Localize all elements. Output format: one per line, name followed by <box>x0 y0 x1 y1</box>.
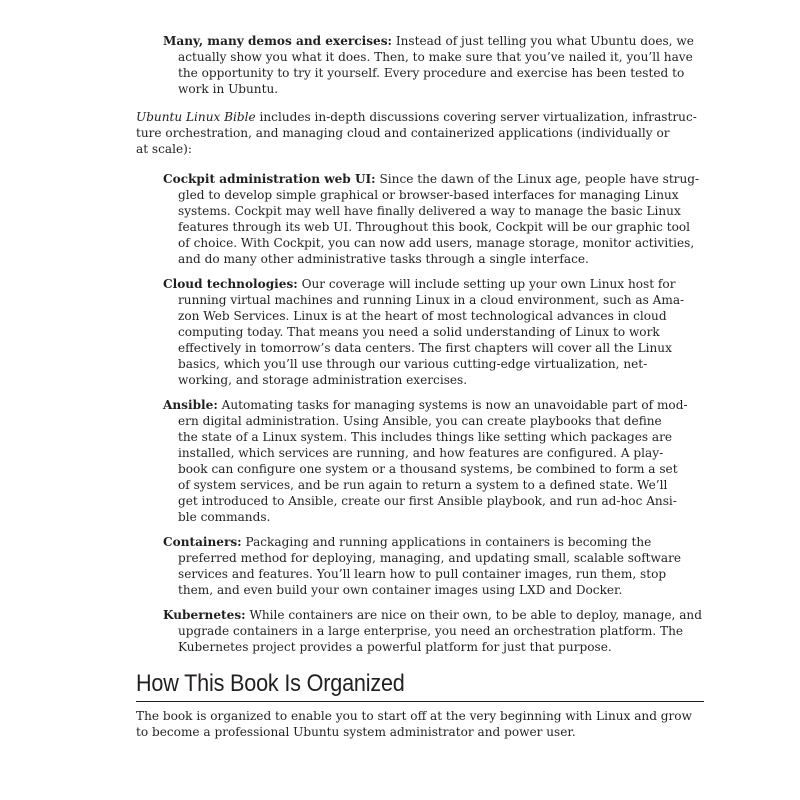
entry-line: computing today. That means you need a solid understanding of Linux to work <box>178 325 660 339</box>
entry-line <box>136 607 706 623</box>
intro-line: ture orchestration, and managing cloud and containerized applications (individually or <box>136 126 670 140</box>
entry-term: Many, many demos and exercises: <box>163 34 393 48</box>
entry-text: While containers are nice on their own, to be able to deploy, manage, and <box>245 608 702 622</box>
entry-line: Kubernetes project provides a powerful platform for just that purpose. <box>178 640 612 654</box>
entry-demos-exercises <box>136 33 706 97</box>
entry-text: Our coverage will include setting up your own Linux host for <box>297 277 676 291</box>
section-line: to become a professional Ubuntu system administrator and power user. <box>136 725 576 739</box>
section-body <box>136 708 706 740</box>
entry-line: book can configure one system or a thousand systems, be combined to form a set <box>178 462 678 476</box>
entry-term: Containers: <box>163 535 242 549</box>
entry-text: Packaging and running applications in containers is becoming the <box>241 535 652 549</box>
entry-line: basics, which you’ll use through our various cutting-edge virtualization, net- <box>178 357 648 371</box>
entry-line: systems. Cockpit may well have finally delivered a way to manage the basic Linux <box>178 204 681 218</box>
intro-paragraph <box>136 109 706 157</box>
entry-line: work in Ubuntu. <box>178 82 279 96</box>
entry-text: Automating tasks for managing systems is now an unavoidable part of mod- <box>217 398 688 412</box>
intro-text: includes in-depth discussions covering server virtualization, infrastruc- <box>255 110 697 124</box>
entry-line: effectively in tomorrow’s data centers. The first chapters will cover all the Linux <box>178 341 672 355</box>
entry-containers <box>136 534 706 598</box>
entry-line: working, and storage administration exercises. <box>178 373 468 387</box>
entry-line <box>136 33 706 49</box>
entry-line: get introduced to Ansible, create our first Ansible playbook, and run ad-hoc Ansi- <box>178 494 677 508</box>
entry-line: zon Web Services. Linux is at the heart of most technological advances in cloud <box>178 309 667 323</box>
entry-cloud-technologies <box>136 276 706 388</box>
entry-line: and do many other administrative tasks through a single interface. <box>178 252 589 266</box>
entry-term: Kubernetes: <box>163 608 246 622</box>
entry-line: actually show you what it does. Then, to make sure that you’ve nailed it, you’ll have <box>178 50 693 64</box>
book-page <box>136 33 706 740</box>
entry-line: of system services, and be run again to return a system to a defined state. We’ll <box>178 478 668 492</box>
book-title: Ubuntu Linux Bible <box>136 110 256 124</box>
entry-term: Ansible: <box>163 398 218 412</box>
heading-rule <box>136 701 704 702</box>
entry-line: services and features. You’ll learn how to pull container images, run them, stop <box>178 567 667 581</box>
entry-line: running virtual machines and running Linux in a cloud environment, such as Ama- <box>178 293 685 307</box>
entry-kubernetes <box>136 607 706 655</box>
section-line: The book is organized to enable you to start off at the very beginning with Linux and grow <box>136 709 692 723</box>
intro-line: at scale): <box>136 142 192 156</box>
entry-text: Since the dawn of the Linux age, people have strug- <box>375 172 700 186</box>
entry-line: ern digital administration. Using Ansible, you can create playbooks that define <box>178 414 662 428</box>
entry-line: upgrade containers in a large enterprise, you need an orchestration platform. The <box>178 624 684 638</box>
entry-line: the state of a Linux system. This includes things like setting which packages are <box>178 430 673 444</box>
entry-line <box>136 397 706 413</box>
entry-line: installed, which services are running, and how features are configured. A play- <box>178 446 664 460</box>
entry-line: preferred method for deploying, managing, and updating small, scalable software <box>178 551 682 565</box>
entry-line: of choice. With Cockpit, you can now add users, manage storage, monitor activities, <box>178 236 695 250</box>
section-heading: How This Book Is Organized <box>136 670 405 697</box>
entry-line: features through its web UI. Throughout this book, Cockpit will be our graphic tool <box>178 220 691 234</box>
entry-term: Cloud technologies: <box>163 277 298 291</box>
intro-line <box>136 109 706 125</box>
entry-line: them, and even build your own container images using LXD and Docker. <box>178 583 623 597</box>
entry-text: Instead of just telling you what Ubuntu does, we <box>392 34 694 48</box>
entry-line: the opportunity to try it yourself. Every procedure and exercise has been tested to <box>178 66 685 80</box>
entry-line: gled to develop simple graphical or browser-based interfaces for managing Linux <box>178 188 679 202</box>
entry-line: ble commands. <box>178 510 271 524</box>
entry-line <box>136 276 706 292</box>
entry-term: Cockpit administration web UI: <box>163 172 376 186</box>
entry-cockpit <box>136 171 706 267</box>
entry-ansible <box>136 397 706 525</box>
entry-line <box>136 171 706 187</box>
entry-line <box>136 534 706 550</box>
